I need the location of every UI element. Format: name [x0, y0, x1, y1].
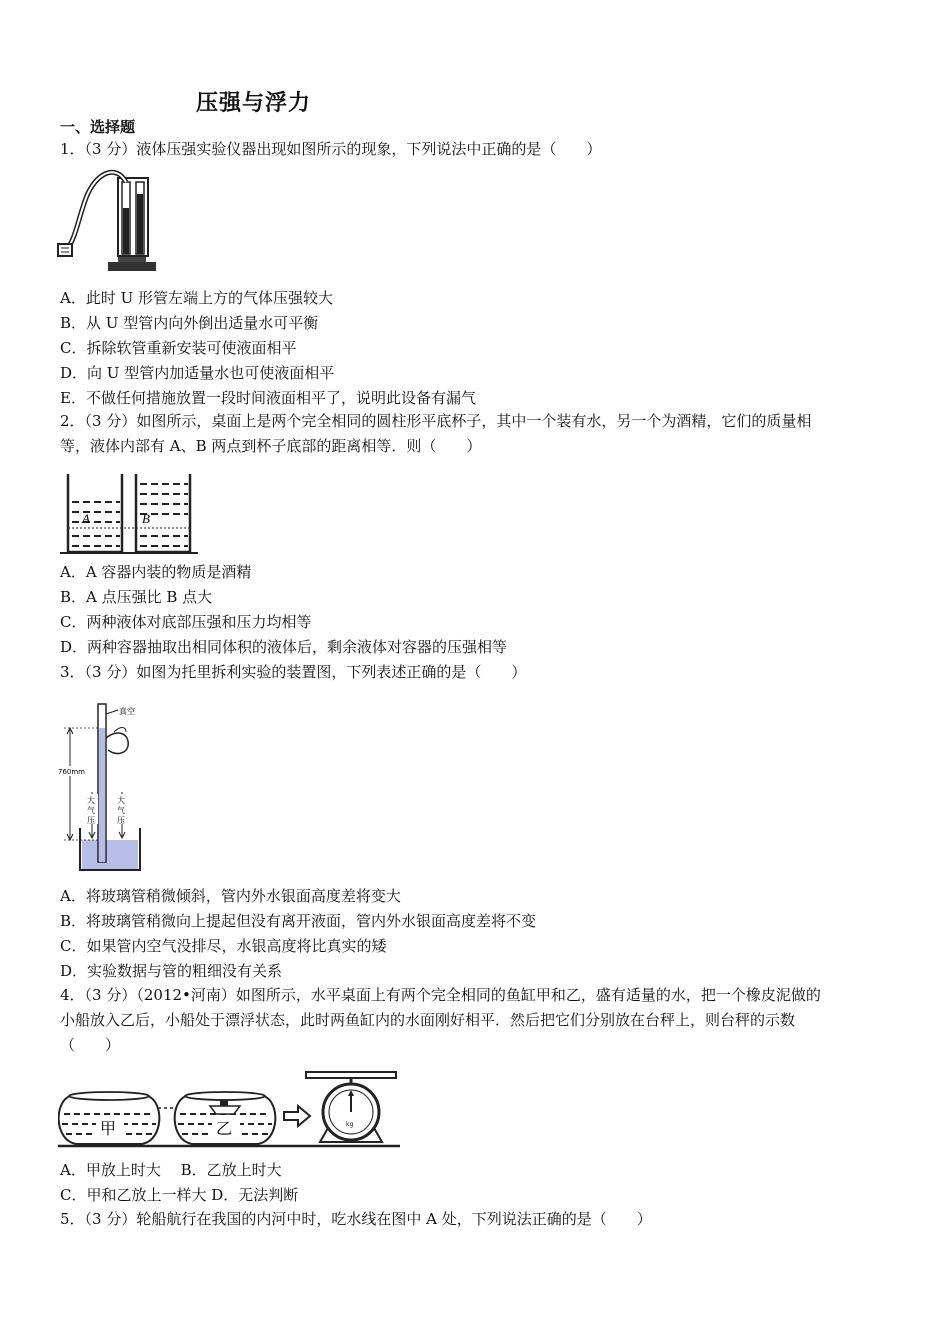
q4-label-kg: kg — [346, 1121, 354, 1128]
q3-option-d: D．实验数据与管的粗细没有关系 — [60, 962, 283, 980]
q4-options-row2: C．甲和乙放上一样大 D．无法判断 — [60, 1186, 299, 1204]
q1-option-d: D．向 U 型管内加适量水也可使液面相平 — [60, 364, 335, 382]
section-heading: 一、选择题 — [60, 118, 136, 136]
q3-stem: 3．（3 分）如图为托里拆利实验的装置图，下列表述正确的是（ ） — [60, 663, 527, 681]
q2-option-a: A．A 容器内装的物质是酒精 — [60, 563, 252, 581]
q3-atm-right-2: 气 — [117, 806, 125, 815]
q3-label-vacuum: 真空 — [119, 707, 135, 716]
q2-label-a: A — [82, 511, 90, 526]
page-title: 压强与浮力 — [196, 91, 312, 116]
q3-atm-left-2: 气 — [87, 806, 95, 815]
q2-option-c: C．两种液体对底部压强和压力均相等 — [60, 613, 312, 631]
q3-atm-right-1: 大 — [117, 796, 125, 805]
q3-atm-right-3: 压 — [117, 816, 125, 825]
q2-option-d: D．两种容器抽取出相同体积的液体后，剩余液体对容器的压强相等 — [60, 638, 508, 656]
q2-label-b: B — [142, 511, 150, 526]
q1-u-tube-figure — [56, 168, 166, 278]
q4-label-jia: 甲 — [100, 1119, 117, 1138]
q3-option-c: C．如果管内空气没排尽，水银高度将比真实的矮 — [60, 937, 387, 955]
q2-stem: 2．（3 分）如图所示，桌面上是两个完全相同的圆柱形平底杯子，其中一个装有水，另一个为酒精，它们的质量相等，液体内部有 A、B 两点到杯子底部的距离相等．则（ ） — [60, 412, 812, 455]
q4-fish-tanks-figure — [58, 1068, 403, 1150]
q1-option-c: C．拆除软管重新安装可使液面相平 — [60, 339, 297, 357]
q2-cups-figure — [60, 470, 200, 556]
q2-option-b: B．A 点压强比 B 点大 — [60, 588, 213, 606]
q3-label-height: 760mm — [58, 768, 85, 776]
q3-option-a: A．将玻璃管稍微倾斜，管内外水银面高度差将变大 — [60, 887, 401, 905]
q3-torricelli-figure — [58, 700, 148, 875]
q1-option-a: A．此时 U 形管左端上方的气体压强较大 — [60, 289, 334, 307]
q4-options-row1: A．甲放上时大 B．乙放上时大 — [60, 1161, 282, 1179]
q3-atm-left-3: 压 — [87, 816, 95, 825]
q1-stem: 1．（3 分）液体压强实验仪器出现如图所示的现象，下列说法中正确的是（ ） — [60, 140, 602, 158]
q1-option-b: B．从 U 型管内向外倒出适量水可平衡 — [60, 314, 319, 332]
q4-label-yi: 乙 — [216, 1119, 233, 1138]
q4-stem: 4．（3 分）（2012•河南）如图所示，水平桌面上有两个完全相同的鱼缸甲和乙，盛有适量的水，把一个橡皮泥做的小船放入乙后，小船处于漂浮状态，此时两鱼缸内的水面刚好相平．然后把它们分别放在台秤上，则台秤的示数（ ） — [60, 986, 821, 1054]
q1-option-e: E．不做任何措施放置一段时间液面相平了，说明此设备有漏气 — [60, 389, 476, 407]
q3-atm-left-1: 大 — [87, 796, 95, 805]
q5-stem: 5．（3 分）轮船航行在我国的内河中时，吃水线在图中 A 处，下列说法正确的是（ ） — [60, 1210, 652, 1228]
q3-option-b: B．将玻璃管稍微向上提起但没有离开液面，管内外水银面高度差将不变 — [60, 912, 537, 930]
